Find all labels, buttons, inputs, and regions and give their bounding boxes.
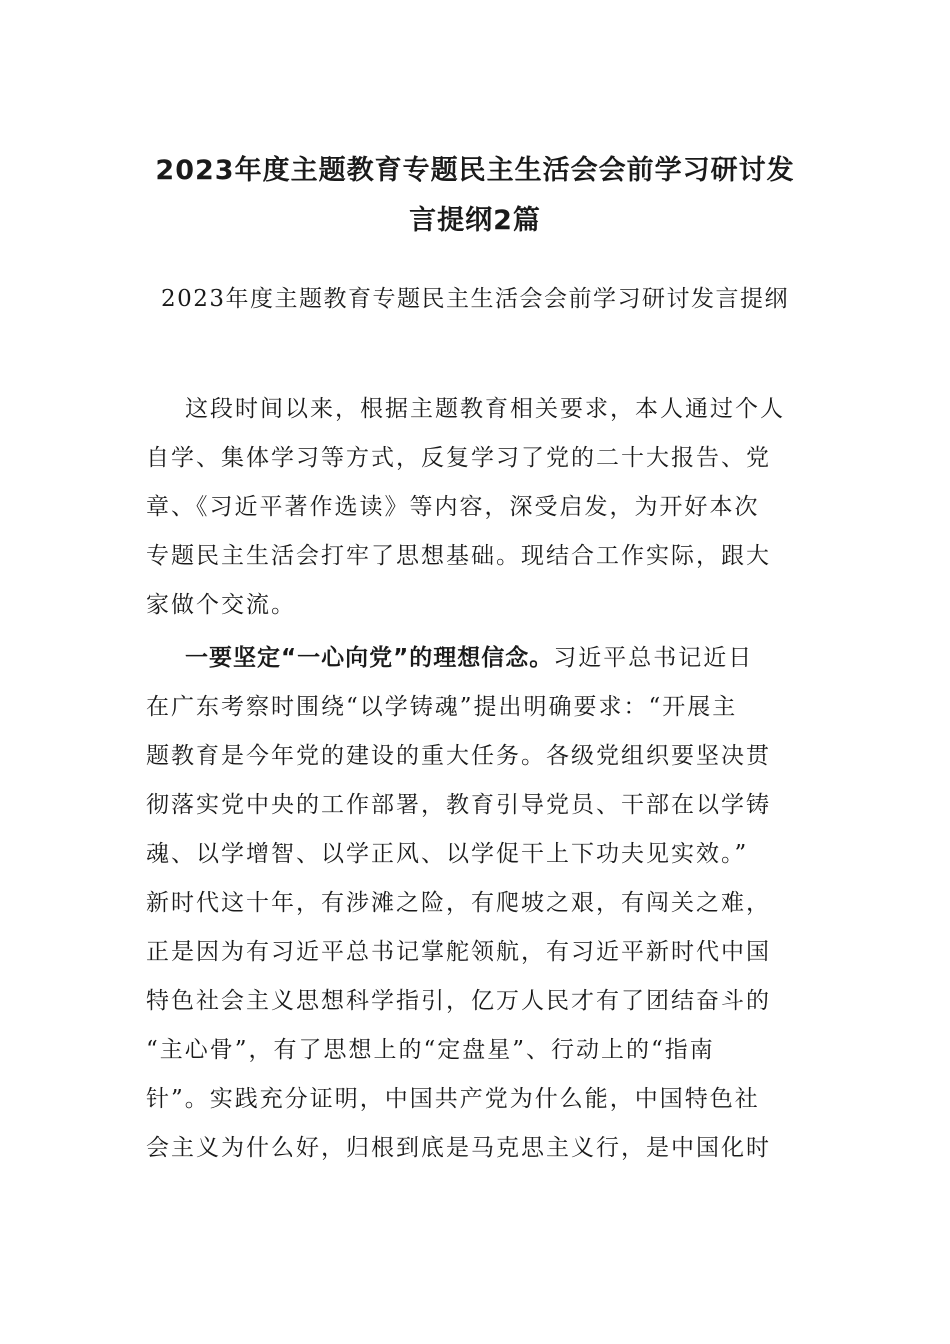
paragraph-line: 章、《习近平著作选读》等内容，深受启发，为开好本次	[146, 494, 760, 520]
paragraph-line: 针”。实践充分证明，中国共产党为什么能，中国特色社	[146, 1086, 760, 1112]
paragraph-line: 专题民主生活会打牢了思想基础。现结合工作实际，跟大	[146, 543, 771, 569]
paragraph-line: 这段时间以来，根据主题教育相关要求，本人通过个人	[185, 396, 785, 422]
paragraph-point-one	[146, 634, 806, 1173]
paragraph-line: 会主义为什么好，归根到底是马克思主义行，是中国化时	[146, 1135, 771, 1161]
title-line-2: 言提纲2篇	[409, 205, 541, 236]
paragraph-line: 魂、以学增智、以学正风、以学促干上下功夫见实效。”	[146, 841, 749, 867]
paragraph-first-line	[146, 634, 806, 683]
paragraph-line-rest: 习近平总书记近日	[553, 645, 754, 671]
paragraph-line: 正是因为有习近平总书记掌舵领航，有习近平新时代中国	[146, 939, 771, 965]
section-heading: 一要坚定“一心向党”的理想信念。	[185, 645, 554, 671]
title-line-1: 2023年度主题教育专题民主生活会会前学习研讨发	[155, 155, 795, 186]
paragraph-line: 彻落实党中央的工作部署，教育引导党员、干部在以学铸	[146, 792, 771, 818]
paragraph-intro	[146, 385, 806, 630]
document-title	[120, 146, 830, 246]
paragraph-line: 家做个交流。	[146, 592, 296, 618]
paragraph-line: 题教育是今年党的建设的重大任务。各级党组织要坚决贯	[146, 743, 771, 769]
document-subtitle: 2023年度主题教育专题民主生活会会前学习研讨发言提纲	[160, 286, 790, 312]
paragraph-line: 自学、集体学习等方式，反复学习了党的二十大报告、党	[146, 445, 771, 471]
paragraph-line: “主心骨”，有了思想上的“定盘星”、行动上的“指南	[146, 1037, 715, 1063]
paragraph-line: 在广东考察时围绕“以学铸魂”提出明确要求：“开展主	[146, 694, 738, 720]
paragraph-line: 特色社会主义思想科学指引，亿万人民才有了团结奋斗的	[146, 988, 771, 1014]
paragraph-line: 新时代这十年，有涉滩之险，有爬坡之艰，有闯关之难，	[146, 890, 771, 916]
